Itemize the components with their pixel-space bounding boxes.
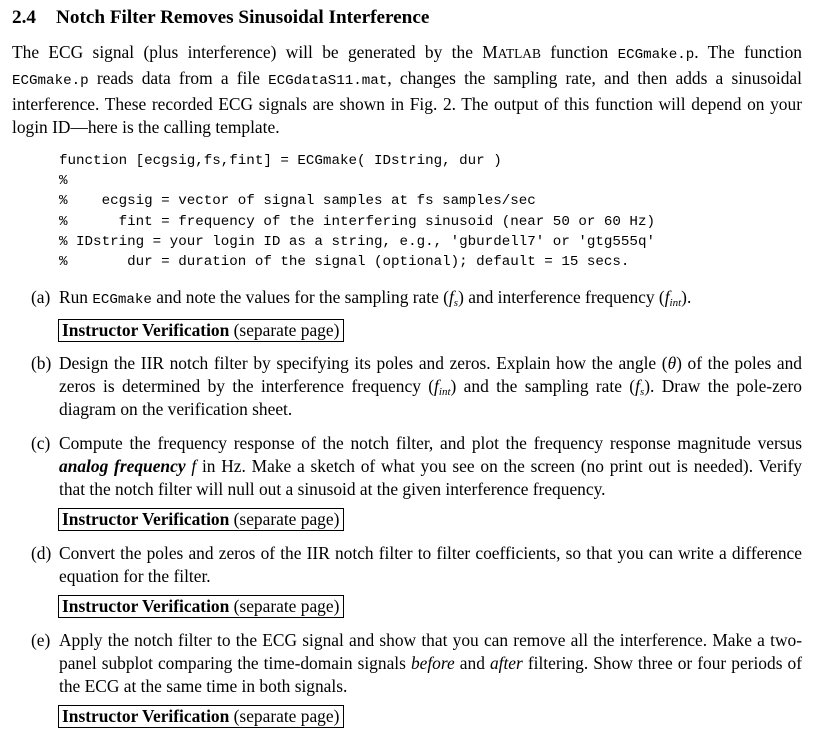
sub-int: int [669, 297, 682, 310]
item-text: Compute the frequency response of the notch filter, and plot the frequency response magnitude versus [59, 433, 802, 454]
item-text: ). [681, 287, 692, 308]
item-text: Convert the poles and zeros of the IIR notch filter to filter coefficients, so that you can write a difference equation for the filter. [59, 543, 802, 587]
intro-paragraph [12, 41, 802, 139]
verification-row-e [12, 705, 802, 728]
item-text: Design the IIR notch filter by specifying its poles and zeros. Explain how the angle ( [59, 353, 668, 374]
item-text: ). Draw the pole-zero diagram on the verification sheet. [59, 376, 802, 420]
verification-row-c [12, 508, 802, 531]
item-text: and [454, 653, 490, 674]
var-f: f [434, 376, 439, 397]
code-line: % ecgsig = vector of signal samples at fs samples/sec [59, 193, 536, 210]
sub-s: s [639, 386, 645, 399]
sub-int: int [438, 386, 451, 399]
intro-text-3: . The function [694, 42, 802, 62]
code-line: % IDstring = your login ID as a string, e.g., 'gburdell7' or 'gtg555q' [59, 233, 655, 250]
matlab-name-rest: ATLAB [497, 46, 541, 61]
item-d [12, 542, 802, 588]
intro-text-1: The ECG signal (plus interference) will be generated by the [12, 42, 483, 62]
item-text: Run [59, 287, 93, 308]
verification-bold: Instructor Verification [62, 706, 230, 727]
verification-bold: Instructor Verification [62, 596, 230, 617]
var-f: f [448, 287, 454, 308]
code-line: % fint = frequency of the interfering sinusoid (near 50 or 60 Hz) [59, 213, 655, 230]
verification-row-a [12, 319, 802, 342]
item-label: (d) [31, 543, 52, 564]
intro-text-5: , changes the sampling rate, and then adds a sinusoidal interference. These recorded ECG signals are shown in Fig. 2. The output of this function will depend on your login ID—here is the calling template. [12, 68, 802, 137]
filename-ecgdata: ECGdataS11.mat [268, 73, 388, 89]
item-label: (a) [31, 287, 51, 308]
instructor-verification-box [58, 705, 344, 728]
verification-rest: (separate page) [229, 596, 340, 617]
var-f: f [635, 376, 640, 397]
item-text: Apply the notch filter to the ECG signal and show that you can remove all the interference. Make a two-panel subplot comparing the time-domain signals [59, 630, 802, 674]
intro-text-4: reads data from a file [88, 68, 269, 88]
code-ecgmake: ECGmake [92, 292, 152, 309]
document-page [12, 6, 802, 728]
section-number: 2.4 [12, 7, 36, 28]
item-text: ) and interference frequency ( [458, 287, 665, 308]
var-f: f [191, 456, 197, 477]
verification-row-d [12, 595, 802, 618]
item-label: (c) [31, 433, 51, 454]
filename-ecgmake-1: ECGmake.p [617, 47, 695, 63]
item-c [12, 432, 802, 501]
code-block [59, 151, 802, 272]
verification-bold: Instructor Verification [62, 509, 230, 530]
code-line: % [59, 173, 68, 190]
item-a [12, 286, 802, 312]
verification-rest: (separate page) [229, 509, 340, 530]
sub-s: s [453, 297, 459, 310]
item-e [12, 629, 802, 698]
var-theta: θ [667, 353, 677, 374]
instructor-verification-box [58, 319, 344, 342]
filename-ecgmake-2: ECGmake.p [12, 73, 89, 89]
emphasis-before: before [410, 653, 455, 674]
instructor-verification-box [58, 508, 344, 531]
verification-rest: (separate page) [229, 706, 340, 727]
emphasis-after: after [489, 653, 523, 674]
instructor-verification-box [58, 595, 344, 618]
code-line: % dur = duration of the signal (optional); default = 15 secs. [59, 254, 630, 271]
item-b [12, 352, 802, 421]
intro-text-2: function [540, 42, 618, 62]
emphasis-analog-frequency: analog frequency [59, 456, 186, 477]
matlab-name-initial: M [482, 42, 498, 62]
verification-rest: (separate page) [229, 320, 340, 341]
item-text: filtering. Show three or four periods of the ECG at the same time in both signals. [59, 653, 802, 697]
item-text: in Hz. Make a sketch of what you see on the screen (no print out is needed). Verify that the notch filter will null out a sinusoid at the given interference frequency. [59, 456, 802, 500]
var-f: f [664, 287, 670, 308]
section-heading [12, 6, 802, 30]
item-text: ) and the sampling rate ( [450, 376, 636, 397]
item-label: (b) [31, 353, 52, 374]
verification-bold: Instructor Verification [62, 320, 230, 341]
section-title: Notch Filter Removes Sinusoidal Interference [56, 7, 430, 28]
code-line: function [ecgsig,fs,fint] = ECGmake( IDstring, dur ) [59, 153, 502, 169]
item-text: and note the values for the sampling rate ( [151, 287, 449, 308]
item-text: ) of the poles and zeros is determined by the interference frequency ( [59, 353, 803, 397]
item-label: (e) [31, 630, 51, 651]
